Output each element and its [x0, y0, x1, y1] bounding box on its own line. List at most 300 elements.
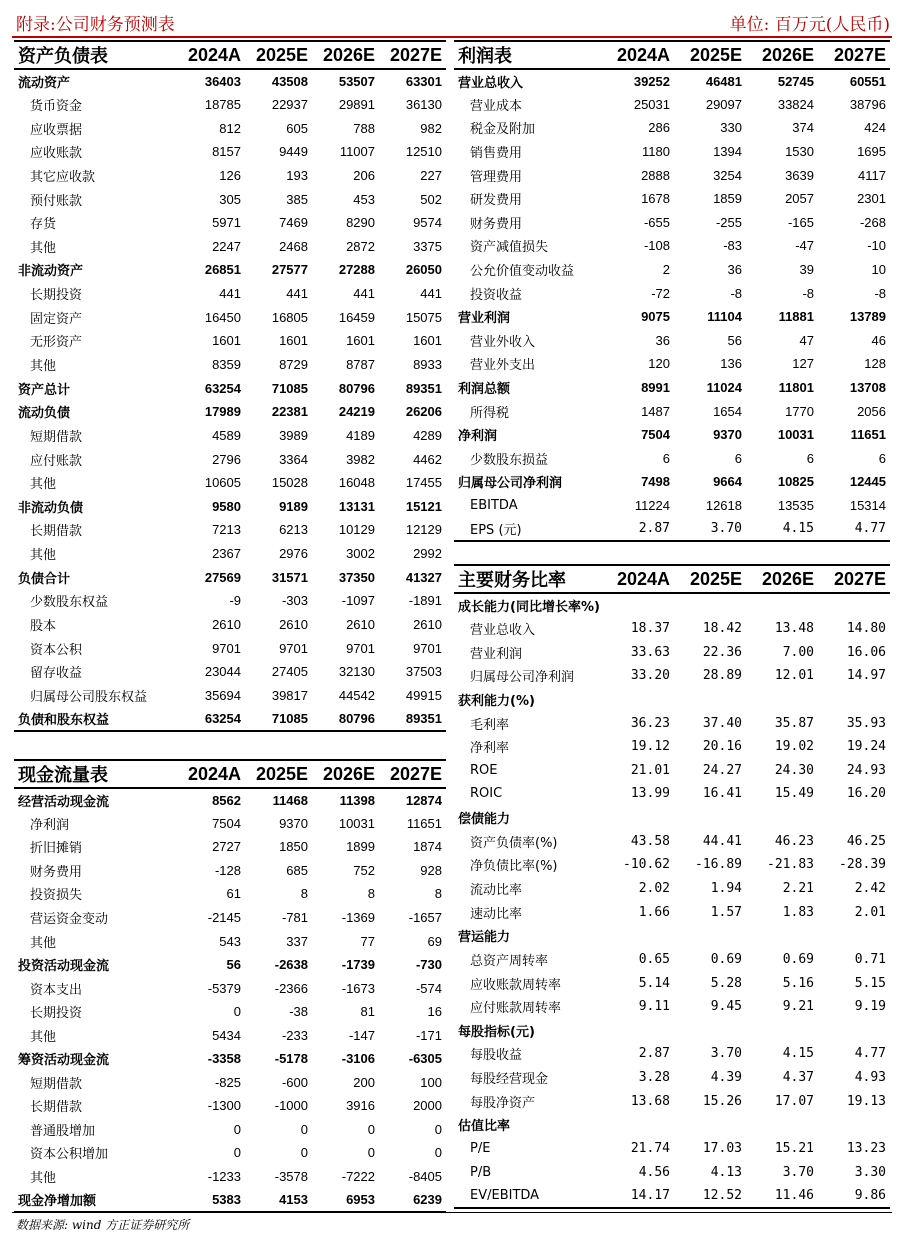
cell-value: 39	[799, 262, 814, 278]
cell-value: -47	[795, 238, 814, 254]
cell-value: 685	[286, 862, 308, 878]
cell-value: 12129	[405, 522, 442, 538]
row-label: 其他	[30, 548, 57, 564]
cell-value: 10129	[338, 522, 375, 538]
cell-value: 9.86	[818, 1184, 890, 1208]
cell-value: 27569	[204, 569, 241, 585]
row-label: 净负债比率(%)	[470, 859, 558, 875]
cell-value: 18.42	[702, 620, 742, 636]
cell-value: 100	[420, 1074, 442, 1090]
row-label: 利润总额	[458, 382, 511, 398]
cell-value: 6953	[312, 1188, 379, 1212]
cell-value: 2727	[212, 839, 241, 855]
table-row	[454, 995, 890, 1019]
table-row	[454, 163, 890, 187]
cell-value: 27288	[338, 262, 375, 278]
cell-value: 13.23	[846, 1141, 886, 1157]
cell-value: 7.00	[782, 644, 814, 660]
table-row	[14, 69, 446, 93]
cell-value: 441	[420, 286, 442, 302]
cell-value: 3982	[346, 451, 375, 467]
year-header: 2025E	[245, 41, 312, 69]
cash-flow-panel	[14, 759, 446, 1213]
cell-value: 16048	[338, 475, 375, 491]
cell-value: 11398	[339, 792, 375, 808]
cell-value: -72	[651, 285, 670, 301]
cell-value: 15.49	[774, 786, 814, 802]
cell-value: 453	[353, 191, 375, 207]
cell-value: 5.28	[710, 975, 742, 991]
cell-value: 13131	[338, 498, 375, 514]
table-row	[454, 447, 890, 471]
cell-value: 0.69	[782, 951, 814, 967]
cell-value: 4153	[245, 1188, 312, 1212]
cell-value: 330	[720, 120, 742, 136]
table-row	[14, 589, 446, 613]
table-row	[14, 707, 446, 731]
cell-value: 28.89	[702, 668, 742, 684]
cell-value: 63254	[204, 380, 241, 396]
row-label: 成长能力(同比增长率%)	[458, 599, 600, 615]
cell-value: 12510	[405, 144, 442, 160]
cell-value: 193	[286, 167, 308, 183]
cell-value: -1300	[207, 1098, 241, 1114]
cell-value: 1.83	[782, 904, 814, 920]
table-row	[14, 234, 446, 258]
cell-value	[674, 1113, 746, 1137]
cell-value: 11651	[850, 427, 886, 443]
cell-value: 0	[233, 1145, 241, 1161]
cell-value: 27577	[271, 262, 308, 278]
cell-value: 441	[219, 286, 241, 302]
cell-value: 6	[806, 450, 814, 466]
cell-value: 15.21	[774, 1141, 814, 1157]
cell-value: 8	[434, 886, 442, 902]
row-label: ROE	[470, 762, 498, 778]
cell-value: 26851	[204, 262, 241, 278]
row-label: 每股指标(元)	[458, 1024, 535, 1040]
cell-value: -16.89	[695, 857, 742, 873]
cell-value: 32130	[338, 664, 375, 680]
cell-value: 24.93	[846, 762, 886, 778]
cell-value: 2610	[346, 617, 375, 633]
cell-value: 8562	[212, 792, 241, 808]
cell-value: -3578	[274, 1169, 308, 1185]
row-label: 投资收益	[470, 287, 523, 303]
cell-value: -108	[643, 238, 670, 254]
cash-flow-table	[14, 759, 446, 1213]
cell-value: 81	[360, 1004, 375, 1020]
row-label: 其他	[30, 240, 57, 256]
cell-value: 9.45	[710, 999, 742, 1015]
cell-value: 71085	[271, 380, 308, 396]
row-label: 应付账款周转率	[470, 1001, 562, 1017]
cell-value: 8	[367, 886, 375, 902]
cell-value: 14.17	[602, 1184, 674, 1208]
year-header: 2024A	[602, 565, 674, 593]
table-row	[14, 1118, 446, 1142]
data-source-note: 数据来源: wind 方正证券研究所	[16, 1218, 190, 1232]
table-row	[454, 352, 890, 376]
table-row	[454, 494, 890, 518]
cell-value: 19.13	[846, 1093, 886, 1109]
table-row	[454, 924, 890, 948]
cell-value: -83	[723, 238, 742, 254]
cell-value: 3002	[346, 546, 375, 562]
row-label: 长期借款	[30, 1100, 83, 1116]
row-label: 资产总计	[18, 382, 71, 398]
row-label: 销售费用	[470, 146, 523, 162]
row-label: 资本支出	[30, 982, 83, 998]
row-label: 速动比率	[470, 906, 523, 922]
row-label: 资产负债率(%)	[470, 835, 558, 851]
cell-value: 24.27	[702, 762, 742, 778]
row-label: 筹资活动现金流	[18, 1053, 110, 1069]
cell-value	[674, 688, 746, 712]
cell-value: 49915	[405, 687, 442, 703]
cell-value: 22381	[271, 404, 308, 420]
cell-value: 1601	[279, 333, 308, 349]
cell-value: 8991	[641, 380, 670, 396]
table-row	[14, 258, 446, 282]
cell-value: -1739	[341, 957, 375, 973]
row-label: 所得税	[470, 405, 510, 421]
cell-value	[818, 1113, 890, 1137]
cell-value: 3639	[785, 167, 814, 183]
cell-value	[746, 1113, 818, 1137]
cell-value: 2610	[413, 617, 442, 633]
year-header: 2024A	[178, 41, 245, 69]
cell-value: 63301	[405, 73, 442, 89]
cell-value: 6	[662, 450, 670, 466]
table-row	[454, 829, 890, 853]
row-label: 每股经营现金	[470, 1072, 549, 1088]
income-statement-panel	[454, 40, 890, 542]
cell-value: 0	[233, 1004, 241, 1020]
cell-value: 1487	[641, 403, 670, 419]
row-label: 归属母公司净利润	[458, 476, 563, 492]
cell-value: 10825	[777, 474, 814, 490]
cell-value: 9.19	[854, 999, 886, 1015]
table-row	[454, 664, 890, 688]
row-label: 估值比率	[458, 1119, 511, 1135]
cell-value: 9701	[346, 640, 375, 656]
cell-value: 0.65	[638, 951, 670, 967]
cell-value: 136	[720, 356, 742, 372]
cell-value	[746, 806, 818, 830]
cell-value: 3.28	[638, 1070, 670, 1086]
cell-value: 2	[662, 262, 670, 278]
cell-value: 47	[799, 332, 814, 348]
cell-value	[674, 593, 746, 617]
cell-value: 2468	[279, 238, 308, 254]
table-row	[454, 376, 890, 400]
row-label: 短期借款	[30, 429, 83, 445]
cell-value: 8290	[346, 215, 375, 231]
table-row	[14, 495, 446, 519]
cell-value: 35.93	[846, 715, 886, 731]
table-row	[14, 1023, 446, 1047]
cell-value: 46.25	[846, 833, 886, 849]
table-row	[454, 948, 890, 972]
cell-value: 61	[226, 886, 241, 902]
cell-value: -1233	[207, 1169, 241, 1185]
cell-value: 2610	[279, 617, 308, 633]
table-row	[454, 281, 890, 305]
cell-value: 605	[286, 120, 308, 136]
row-label: 少数股东损益	[470, 452, 549, 468]
cell-value: 1874	[413, 839, 442, 855]
row-label: 无形资产	[30, 335, 83, 351]
table-row	[14, 93, 446, 117]
cell-value: 33824	[777, 96, 814, 112]
cell-value: 2.87	[602, 517, 674, 541]
cell-value: 4.39	[710, 1070, 742, 1086]
cell-value: 5383	[178, 1188, 245, 1212]
cell-value: 7504	[212, 815, 241, 831]
cell-value: 7213	[212, 522, 241, 538]
cell-value: 1770	[785, 403, 814, 419]
row-label: 总资产周转率	[470, 953, 549, 969]
cell-value	[818, 688, 890, 712]
cell-value: 4117	[858, 167, 886, 183]
table-row	[454, 517, 890, 541]
row-label: 负债合计	[18, 571, 71, 587]
cell-value: 1.66	[638, 904, 670, 920]
cell-value: 1850	[279, 839, 308, 855]
table-row	[14, 471, 446, 495]
cell-value: 4.77	[854, 1046, 886, 1062]
cell-value: 441	[353, 286, 375, 302]
row-label: 研发费用	[470, 193, 523, 209]
year-header: 2026E	[312, 760, 379, 788]
cell-value: -5379	[207, 980, 241, 996]
table-row	[14, 116, 446, 140]
cell-value: 6239	[379, 1188, 446, 1212]
cell-value: 12445	[849, 474, 886, 490]
year-header: 2027E	[818, 41, 890, 69]
cell-value: 12.52	[674, 1184, 746, 1208]
cell-value: 31571	[271, 569, 308, 585]
cell-value: 80796	[338, 380, 375, 396]
row-label: 毛利率	[470, 717, 510, 733]
cell-value: 0	[233, 1121, 241, 1137]
cell-value: 37350	[338, 569, 375, 585]
cell-value: 16450	[204, 309, 241, 325]
cell-value: 7498	[641, 474, 670, 490]
cell-value: 33.63	[630, 644, 670, 660]
cell-value: 11651	[406, 815, 442, 831]
cell-value: -730	[415, 957, 442, 973]
cell-value: -781	[281, 910, 308, 925]
cell-value: 12618	[705, 497, 742, 513]
table-row	[14, 812, 446, 836]
cell-value: 0	[367, 1145, 375, 1161]
row-label: 管理费用	[470, 169, 523, 185]
table-row	[14, 882, 446, 906]
cell-value: 17989	[204, 404, 241, 420]
cell-value	[674, 924, 746, 948]
table-row	[454, 211, 890, 235]
cell-value: -3106	[341, 1051, 375, 1067]
row-label: EBITDA	[470, 497, 518, 513]
cell-value	[674, 1019, 746, 1043]
cell-value: 46.23	[774, 833, 814, 849]
cell-value: 15314	[849, 497, 886, 513]
cell-value: -6305	[408, 1051, 442, 1067]
cell-value: 11024	[706, 380, 742, 396]
cell-value	[602, 688, 674, 712]
table-row	[454, 423, 890, 447]
table-row	[14, 976, 446, 1000]
cell-value: 4.15	[782, 1046, 814, 1062]
table-row	[454, 971, 890, 995]
year-header: 2027E	[818, 565, 890, 593]
cell-value: 3916	[346, 1098, 375, 1114]
row-label: 预付账款	[30, 193, 83, 209]
cell-value: 17455	[405, 475, 442, 491]
table-row	[454, 1113, 890, 1137]
cell-value: 424	[864, 120, 886, 136]
cell-value: 39252	[633, 73, 670, 89]
table-row	[14, 660, 446, 684]
cell-value: 3.70	[674, 517, 746, 541]
row-label: 归属母公司净利润	[470, 670, 575, 686]
row-label: 长期投资	[30, 1006, 83, 1022]
cell-value: 21.01	[630, 762, 670, 778]
cell-value: 13.48	[774, 620, 814, 636]
cell-value: 9.11	[638, 999, 670, 1015]
cell-value: 200	[353, 1074, 375, 1090]
cell-value: 25031	[633, 96, 670, 112]
cell-value: 1899	[346, 839, 375, 855]
row-label: 净利润	[458, 429, 498, 445]
cell-value: 13708	[849, 380, 886, 396]
cell-value: -7222	[341, 1169, 375, 1185]
cell-value: -1097	[341, 593, 375, 609]
row-label: 营业总收入	[458, 75, 524, 91]
cell-value: 56	[727, 332, 742, 348]
table-row	[454, 93, 890, 117]
cell-value: 39817	[271, 687, 308, 703]
cell-value	[746, 1019, 818, 1043]
cell-value: 9580	[212, 498, 241, 514]
financial-ratios-panel	[454, 564, 890, 1209]
cell-value: 3989	[279, 427, 308, 443]
table-row	[14, 613, 446, 637]
table-row	[14, 140, 446, 164]
cell-value: 2976	[279, 546, 308, 562]
cell-value: 29097	[705, 96, 742, 112]
cell-value: 56	[226, 957, 241, 973]
cell-value: 127	[792, 356, 814, 372]
cell-value: 24.30	[774, 762, 814, 778]
cell-value: 2.02	[638, 881, 670, 896]
table-row	[14, 1000, 446, 1024]
cell-value: -1657	[408, 910, 442, 925]
table-row	[454, 1042, 890, 1066]
cell-value: 9701	[279, 640, 308, 656]
cell-value: -2145	[207, 910, 241, 925]
cell-value: 9574	[413, 215, 442, 231]
balance-sheet-title: 资产负债表	[14, 41, 178, 69]
cell-value: 9701	[413, 640, 442, 656]
year-header: 2025E	[674, 41, 746, 69]
cell-value: 5.16	[782, 975, 814, 991]
table-row	[14, 518, 446, 542]
cell-value: 26206	[405, 404, 442, 420]
row-label: 营业成本	[470, 98, 523, 114]
cell-value: -8405	[408, 1169, 442, 1185]
cell-value: -21.83	[767, 857, 814, 873]
table-row	[454, 1184, 890, 1208]
row-label: 长期借款	[30, 524, 83, 540]
cell-value: 19.24	[846, 739, 886, 755]
cell-value: 8729	[279, 357, 308, 372]
cell-value: 69	[427, 933, 442, 949]
table-row	[14, 1165, 446, 1189]
row-label: EV/EBITDA	[454, 1184, 602, 1208]
table-row	[14, 929, 446, 953]
cell-value: 80796	[312, 707, 379, 731]
cell-value	[818, 924, 890, 948]
cell-value: 77	[360, 933, 375, 949]
cell-value: 374	[792, 120, 814, 136]
cell-value: -233	[281, 1027, 308, 1043]
cell-value: 27405	[271, 664, 308, 680]
cell-value: -9	[229, 593, 241, 609]
table-row	[454, 711, 890, 735]
cell-value: 44.41	[702, 833, 742, 849]
cell-value: 11881	[778, 309, 814, 325]
row-label: 财务费用	[470, 216, 523, 232]
year-header: 2026E	[746, 41, 818, 69]
table-row	[14, 788, 446, 812]
cell-value: 6	[734, 450, 742, 466]
income-statement-table	[454, 40, 890, 542]
cell-value: 44542	[338, 687, 375, 703]
title-divider	[12, 36, 892, 38]
cell-value	[818, 1019, 890, 1043]
table-row	[14, 542, 446, 566]
cell-value: 35.87	[774, 715, 814, 731]
cell-value: 46481	[705, 73, 742, 89]
row-label: 其它应收款	[30, 169, 96, 185]
cell-value: 16459	[338, 309, 375, 325]
cell-value: -38	[289, 1004, 308, 1020]
table-row	[454, 782, 890, 806]
table-row	[454, 735, 890, 759]
row-label: 普通股增加	[30, 1123, 96, 1139]
year-header: 2027E	[379, 41, 446, 69]
cell-value: 36.23	[630, 715, 670, 731]
cell-value: 10605	[204, 475, 241, 491]
row-label: 其他	[30, 1029, 57, 1045]
table-row	[454, 470, 890, 494]
row-label: 存货	[30, 217, 57, 233]
cell-value: 8933	[413, 357, 442, 372]
cell-value: 2992	[413, 546, 442, 562]
table-row	[14, 565, 446, 589]
row-label: P/E	[470, 1141, 491, 1157]
row-label: 流动负债	[18, 406, 71, 422]
cell-value: 9.21	[782, 999, 814, 1015]
cell-value: 11007	[339, 144, 375, 160]
cell-value	[818, 806, 890, 830]
cell-value: 10031	[777, 427, 814, 443]
cell-value: 3.30	[854, 1164, 886, 1180]
cell-value: 9449	[279, 144, 308, 160]
